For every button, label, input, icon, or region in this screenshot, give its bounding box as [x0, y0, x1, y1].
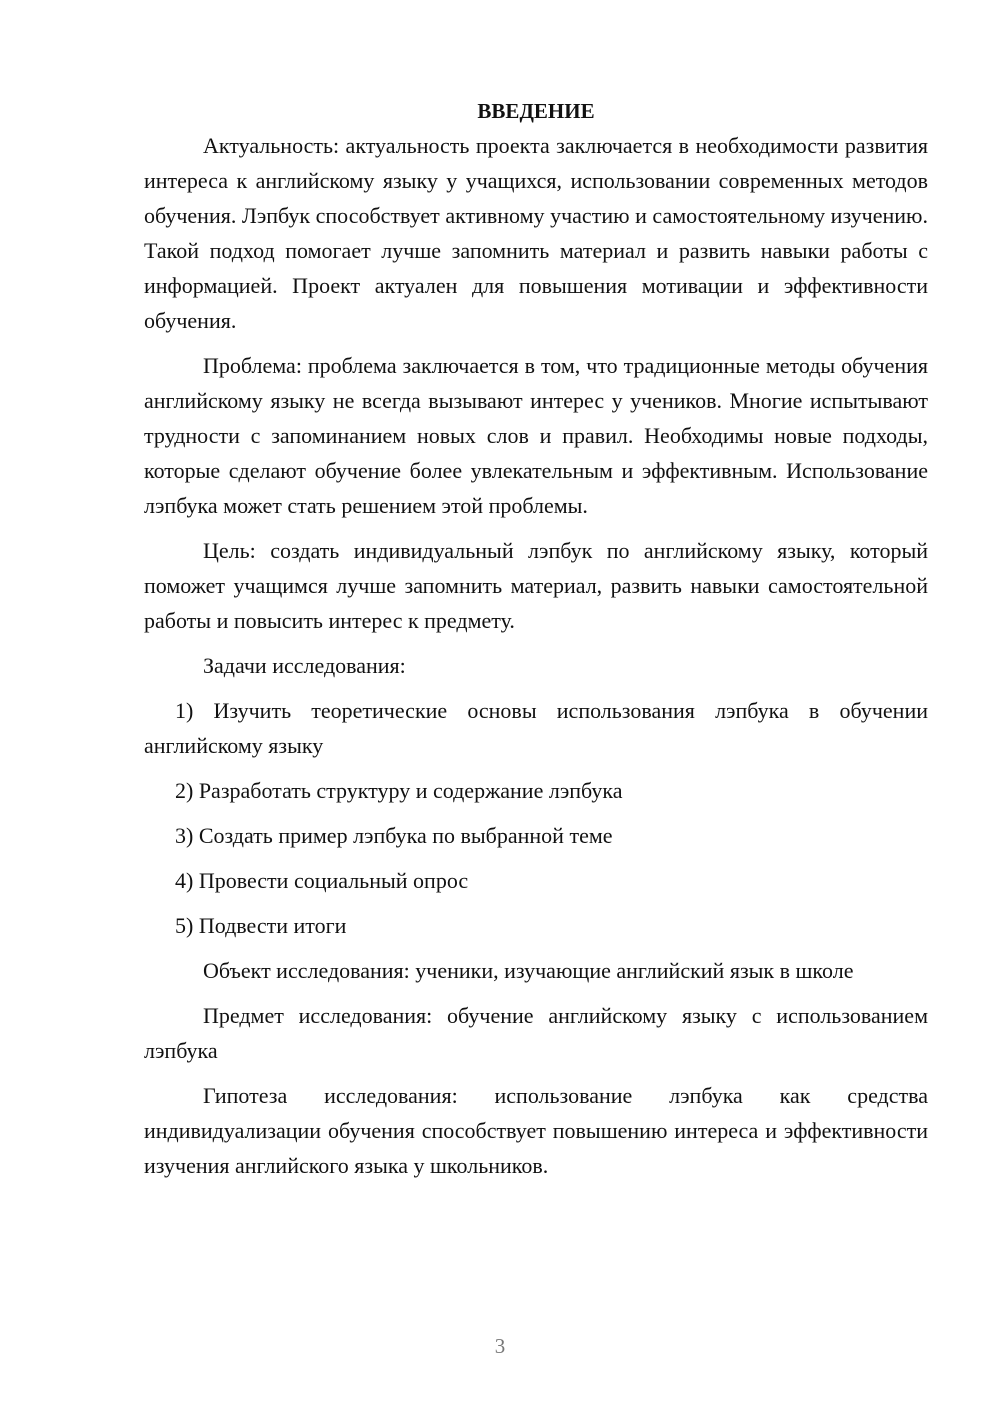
page-number: 3 [494, 1334, 506, 1358]
relevance-paragraph: Актуальность: актуальность проекта заключается в необходимости развития интереса к английскому языку у учащихся, использовании современных методов обучения. Лэпбук способствует активному участию и самостоятельному изучению. Такой подход помогает лучше запомнить материал и развить навыки работы с информацией. Проект актуален для повышения мотивации и эффективности обучения. [144, 133, 928, 333]
task-item-1: 1) Изучить теоретические основы использования лэпбука в обучении английскому языку [144, 698, 928, 758]
task-item-5: 5) Подвести итоги [175, 913, 347, 938]
document-page [144, 96, 928, 1183]
task-item-3: 3) Создать пример лэпбука по выбранной теме [175, 823, 613, 848]
goal-paragraph: Цель: создать индивидуальный лэпбук по английскому языку, который поможет учащимся лучше запомнить материал, развить навыки самостоятельной работы и повысить интерес к предмету. [144, 538, 928, 633]
object-paragraph: Объект исследования: ученики, изучающие английский язык в школе [203, 958, 854, 983]
problem-paragraph: Проблема: проблема заключается в том, что традиционные методы обучения английскому языку не всегда вызывают интерес у учеников. Многие испытывают трудности с запоминанием новых слов и правил. Необходимы новые подходы, которые сделают обучение более увлекательным и эффективным. Использование лэпбука может стать решением этой проблемы. [144, 353, 928, 518]
task-item-2: 2) Разработать структуру и содержание лэпбука [175, 778, 623, 803]
tasks-heading: Задачи исследования: [203, 653, 406, 678]
hypothesis-paragraph: Гипотеза исследования: использование лэпбука как средства индивидуализации обучения способствует повышению интереса и эффективности изучения английского языка у школьников. [144, 1083, 928, 1178]
subject-paragraph: Предмет исследования: обучение английскому языку с использованием лэпбука [144, 1003, 928, 1063]
task-item-4: 4) Провести социальный опрос [175, 868, 469, 893]
section-title: ВВЕДЕНИЕ [477, 99, 595, 123]
